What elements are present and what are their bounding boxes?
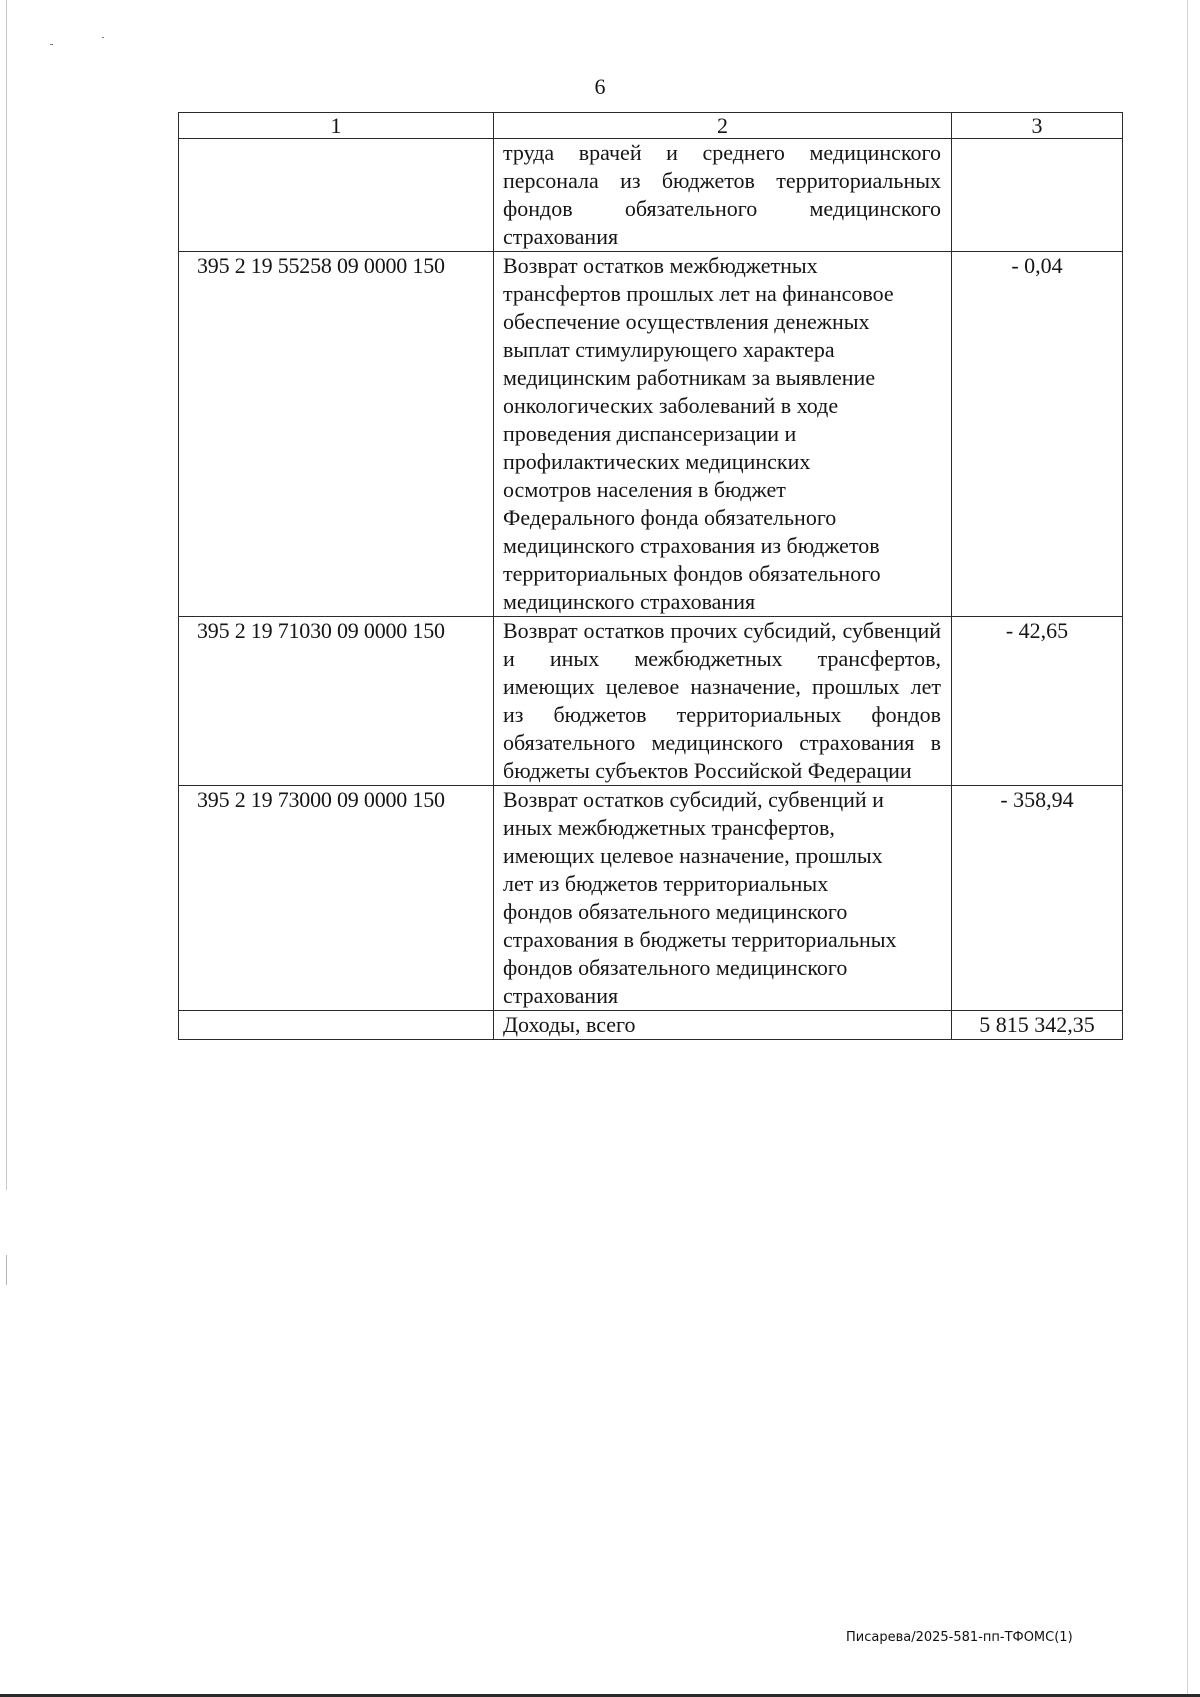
row-name-line: медицинского страхования из бюджетов	[503, 533, 880, 558]
row-name-line: проведения диспансеризации и	[503, 421, 797, 446]
row-name-line: Федерального фонда обязательного	[503, 505, 837, 530]
table-header-row	[179, 113, 1123, 139]
row-name-line: фондов обязательного медицинского	[503, 955, 848, 980]
row-name-line: медицинским работникам за выявление	[503, 365, 876, 390]
row-name-line: фондов обязательного медицинского	[503, 899, 848, 924]
row-amount: - 42,65	[952, 617, 1123, 786]
row-code	[179, 139, 494, 252]
row-code: 395 2 19 73000 09 0000 150	[179, 786, 494, 1011]
scan-speck	[102, 37, 104, 38]
row-amount: - 0,04	[952, 252, 1123, 617]
table-total-row	[179, 1011, 1123, 1040]
row-name-line: страхования в бюджеты территориальных	[503, 927, 897, 952]
row-name-line: лет из бюджетов территориальных	[503, 871, 829, 896]
row-amount	[952, 139, 1123, 252]
row-name-line: обеспечение осуществления денежных	[503, 309, 870, 334]
column-header-name: 2	[494, 113, 952, 139]
row-name	[494, 786, 952, 1011]
scan-edge-right	[1187, 0, 1188, 1697]
row-name-line: онкологических заболеваний в ходе	[503, 393, 839, 418]
table-row	[179, 617, 1123, 786]
scan-speck	[50, 44, 53, 45]
scan-edge-mark	[6, 1255, 7, 1285]
row-name: Возврат остатков прочих субсидий, субвенций и иных межбюджетных трансфертов, имеющих целевое назначение, прошлых лет из бюджетов территориальных фондов обязательного медицинского страхования в бюджеты субъектов Российской Федерации	[494, 617, 952, 786]
page-number: 6	[594, 74, 606, 99]
row-name-line: медицинского страхования	[503, 589, 756, 614]
row-name-line: территориальных фондов обязательного	[503, 561, 881, 586]
column-header-amount: 3	[952, 113, 1123, 139]
total-label: Доходы, всего	[494, 1011, 952, 1040]
row-name-line: страхования	[503, 983, 619, 1008]
row-name-line: иных межбюджетных трансфертов,	[503, 815, 835, 840]
row-name-line: осмотров населения в бюджет	[503, 477, 786, 502]
row-name-line: имеющих целевое назначение, прошлых	[503, 843, 883, 868]
scan-edge-left	[6, 0, 7, 1190]
row-name-line: трансфертов прошлых лет на финансовое	[503, 281, 894, 306]
column-header-code: 1	[179, 113, 494, 139]
row-amount: - 358,94	[952, 786, 1123, 1011]
table-row	[179, 786, 1123, 1011]
total-code	[179, 1011, 494, 1040]
row-name	[494, 252, 952, 617]
row-code: 395 2 19 71030 09 0000 150	[179, 617, 494, 786]
document-footer-reference: Писарева/2025-581-пп-ТФОМС(1)	[846, 1630, 1073, 1645]
row-name-line: выплат стимулирующего характера	[503, 337, 835, 362]
row-code: 395 2 19 55258 09 0000 150	[179, 252, 494, 617]
row-name-line: Возврат остатков субсидий, субвенций и	[503, 787, 884, 812]
total-amount: 5 815 342,35	[952, 1011, 1123, 1040]
table-row	[179, 252, 1123, 617]
income-table	[178, 112, 1123, 1040]
row-name-line: профилактических медицинских	[503, 449, 811, 474]
row-name-line: Возврат остатков межбюджетных	[503, 253, 818, 278]
row-name: труда врачей и среднего медицинского персонала из бюджетов территориальных фондов обязательного медицинского страхования	[494, 139, 952, 252]
table-row	[179, 139, 1123, 252]
